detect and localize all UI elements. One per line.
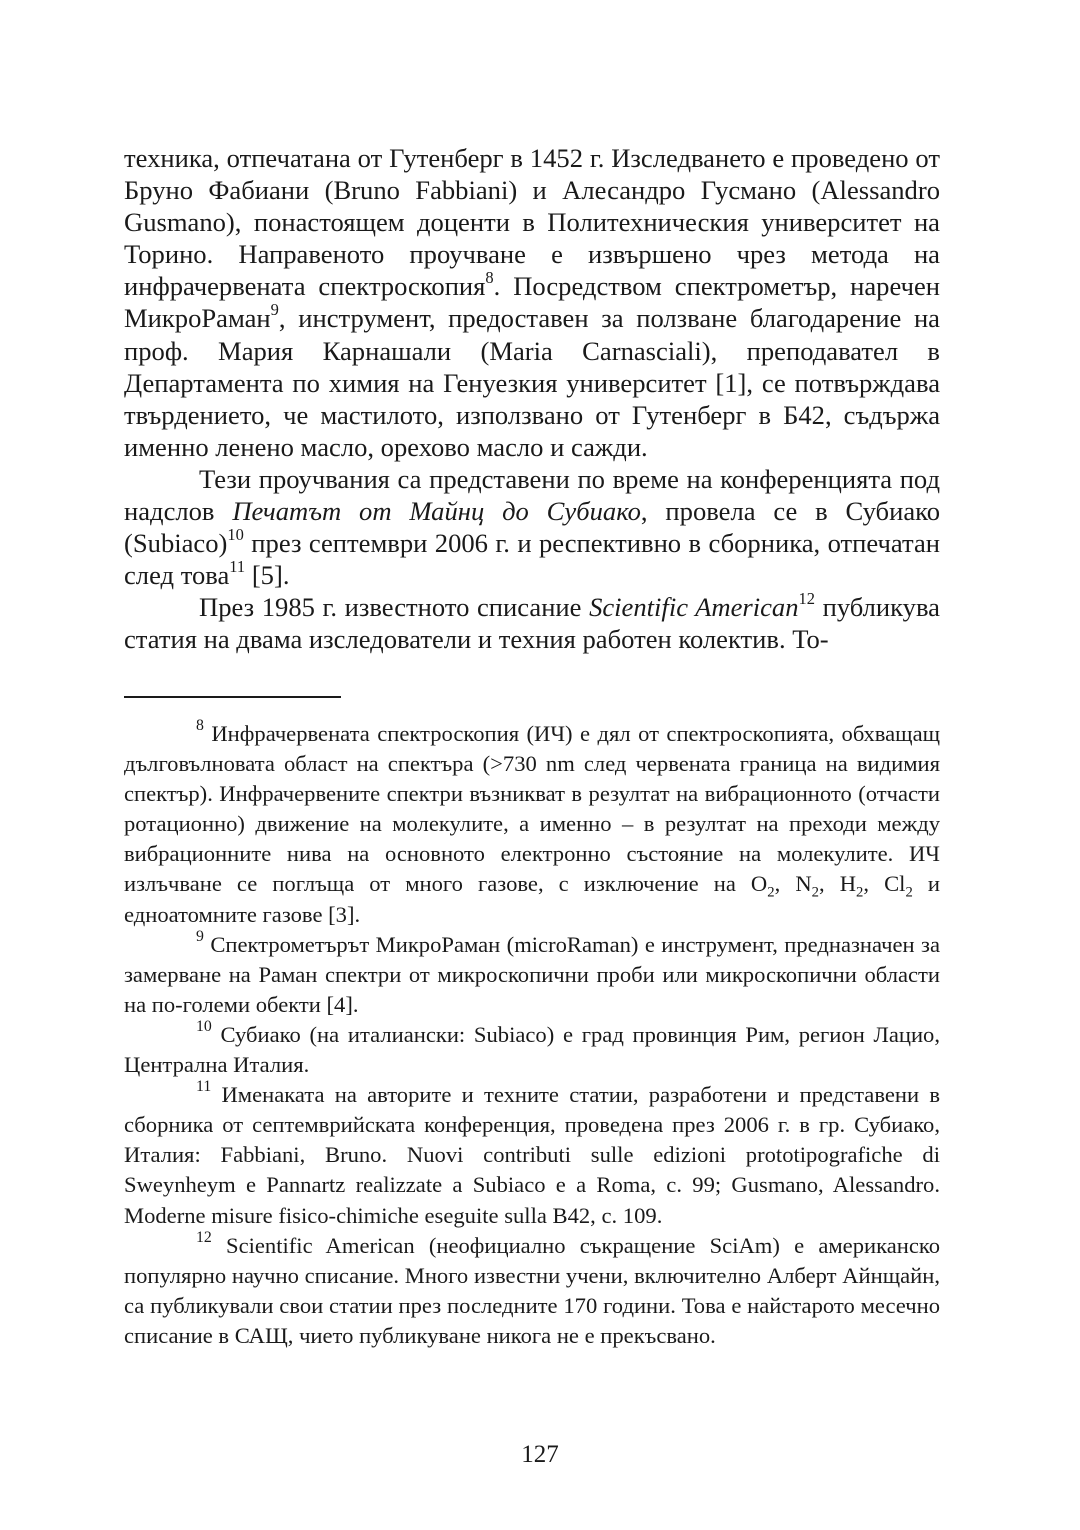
footnote-12-text: Scientific American (неофициално съкращение SciAm) е американско популярно научно списание. Много известни учени, включително Алберт Айнщайн, са публикували свои статии през последните 170 години. Това е найстарото месечно списание в САЩ, чието публикуване никога не е прекъсвано. [124, 1232, 940, 1348]
page-number: 127 [521, 1441, 559, 1468]
footnote-number-9: 9 [196, 927, 204, 945]
paragraph-3-text-a: През 1985 г. известното списание [199, 592, 590, 623]
footnote-9-text: Спектрометърът МикроРаман (microRaman) е инструмент, предназначен за замерване на Раман спектри от микроскопични проби или микроскопични области на по-големи обекти [4]. [124, 931, 940, 1017]
paragraph-2-text-b: , провела се в Субиако (Subiaco) [124, 496, 940, 559]
subscript-n2: 2 [811, 884, 819, 901]
footnote-10-text: Субиако (на италиански: Subiaco) е град провинция Рим, регион Лацио, Централна Италия. [124, 1021, 940, 1078]
footnote-number-11: 11 [196, 1078, 212, 1096]
footnote-8-text-b: , N [774, 871, 812, 897]
footnote-8-text-d: , Cl [863, 871, 906, 897]
paragraph-1 [124, 142, 940, 463]
subscript-cl2: 2 [905, 884, 913, 901]
footnote-8 [124, 719, 940, 930]
footnote-number-12: 12 [196, 1228, 212, 1246]
paragraph-2-text-c: през септември 2006 г. и респективно в сборника, отпечатан след това [124, 528, 940, 591]
footnote-12 [124, 1228, 940, 1351]
footnote-11 [124, 1080, 940, 1230]
footnote-10 [124, 1020, 940, 1080]
footnotes [124, 719, 940, 1351]
subscript-h2: 2 [856, 884, 864, 901]
footnote-9 [124, 927, 940, 1020]
footnote-ref-8: 8 [485, 268, 494, 288]
footnote-number-8: 8 [196, 717, 204, 735]
paragraph-3-text-b: публикува статия на двама изследователи и техния работен колектив. То- [124, 592, 940, 655]
paragraph-3 [124, 588, 940, 655]
footnote-ref-9: 9 [270, 300, 279, 320]
footnote-11-text: Именаката на авторите и техните статии, разработени и представени в сборника от септемврийската конференция, проведена през 2006 г. в гр. Субиако, Италия: Fabbiani, Bruno. Nuovi contributi sulle edizioni prototipografiche di Sweynheym e Pannartz realizzate a Subiaco e a Roma, с. 99; Gusmano, Alessandro. Moderne misure fisico-chimiche eseguite sulla B42, с. 109. [124, 1082, 940, 1228]
footnote-ref-10: 10 [227, 524, 244, 544]
subscript-o2: 2 [767, 884, 775, 901]
paragraph-1-text-a: техника, отпечатана от Гутенберг в 1452 г. Изследването е проведено от Бруно Фабиани (Bruno Fabbiani) и Алесандро Гусмано (Alessandro Gusmano), понастоящем доценти в Политехническия университет на Торино. Направеното проучване е извършено чрез метода на инфрачервената спектроскопия [124, 143, 940, 302]
footnote-ref-11: 11 [229, 556, 246, 576]
paragraph-2-italic-title: Печатът от Майнц до Субиако [232, 496, 641, 527]
paragraph-2 [124, 463, 940, 591]
footnote-ref-12: 12 [798, 588, 815, 608]
paragraph-3-italic-title: Scientific American [589, 592, 799, 623]
footnote-number-10: 10 [196, 1018, 212, 1036]
paragraph-1-text-c: , инструмент, предоставен за ползване благодарение на проф. Мария Карнашали (Maria Carnasciali), преподавател в Департамента по химия на Генуезкия университет [1], се потвърждава твърдението, че мастилото, използвано от Гутенберг в Б42, съдържа именно ленено масло, орехово масло и сажди. [124, 303, 940, 462]
footnote-8-text-c: , H [819, 871, 857, 897]
footnote-8-text-e: и едноатомните газове [3]. [124, 871, 940, 927]
footnote-8-text-a: Инфрачервената спектроскопия (ИЧ) е дял от спектроскопията, обхващащ дълговълновата област на спектъра (>730 nm след червената граница на видимия спектър). Инфрачервените спектри възникват в резултат на вибрационното (отчасти ротационно) движение на молекулите, а именно – в резултат на преходи между вибрационните нива на основното електронно състояние на молекулите. ИЧ излъчване се поглъща от много газове, с изключение на O [124, 721, 940, 897]
paragraph-1-text-b: . Посредством спектрометър, наречен МикроРаман [124, 271, 940, 334]
body-text [124, 142, 940, 656]
paragraph-2-text-d: [5]. [245, 560, 290, 591]
paragraph-2-text-a: Тези проучвания са представени по време на конференцията под надслов [124, 463, 940, 527]
footnote-separator [124, 696, 341, 698]
